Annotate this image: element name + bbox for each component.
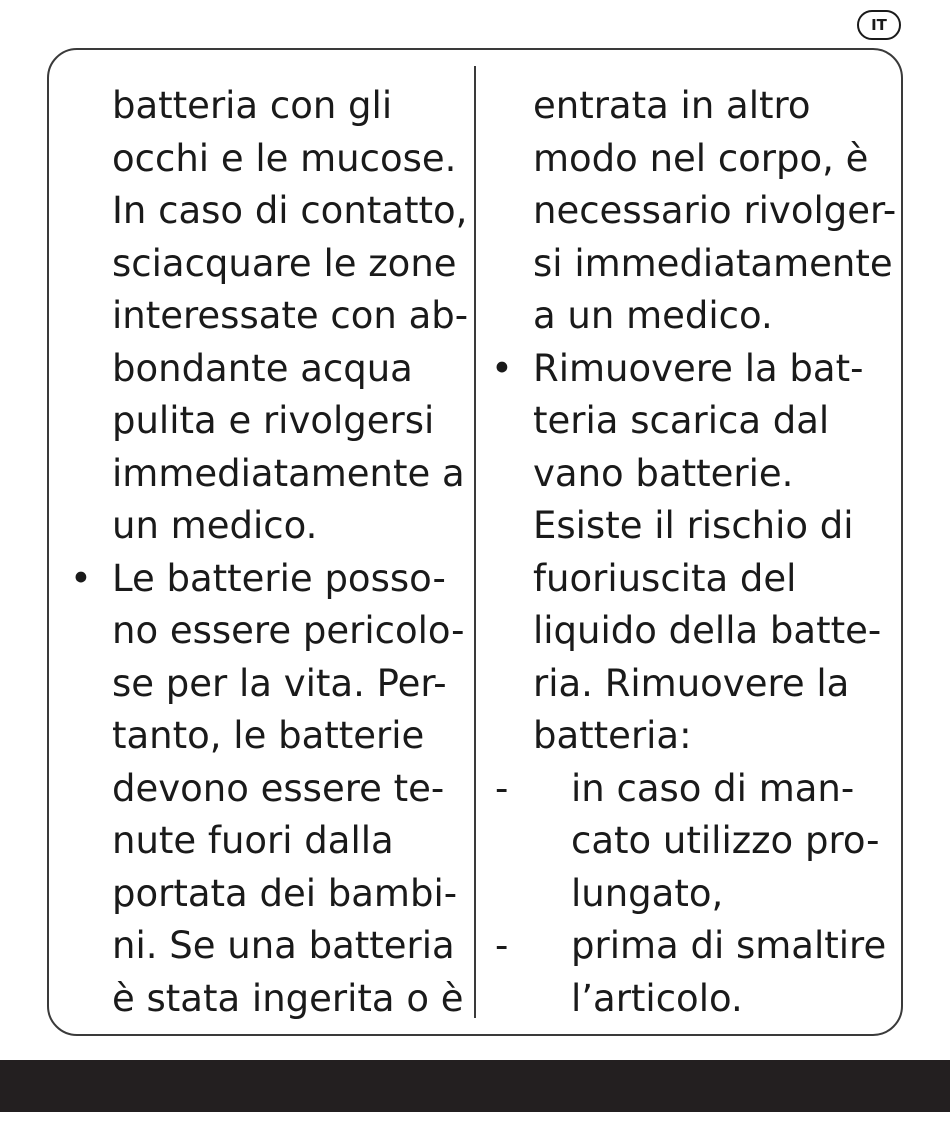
bullet-icon: • <box>70 556 92 600</box>
text-line: un medico. <box>112 504 318 547</box>
text-line: cato utilizzo pro- <box>571 819 880 862</box>
text-line: batteria con gli <box>112 84 393 127</box>
text-line: prima di smaltire <box>571 924 887 967</box>
text-line: bondante acqua <box>112 346 413 390</box>
text-line: In caso di contatto, <box>112 189 468 232</box>
text-line: Rimuovere la bat- <box>533 346 864 390</box>
language-badge: IT <box>857 10 901 40</box>
text-line: vano batterie. <box>533 451 794 495</box>
bullet-item-batteries-dangerous <box>70 553 468 606</box>
dash-icon: - <box>495 924 509 967</box>
text-line: a un medico. <box>533 294 773 337</box>
dash-icon: - <box>495 766 509 810</box>
text-line: necessario rivolger- <box>533 189 897 232</box>
dash-item-prolonged-non-use <box>495 763 896 816</box>
text-line: devono essere te- <box>112 766 445 810</box>
text-line: si immediatamente <box>533 241 893 285</box>
text-line: no essere pericolo- <box>112 609 465 652</box>
text-line: l’articolo. <box>571 976 743 1020</box>
text-line: sciacquare le zone <box>112 241 457 285</box>
right-text-column <box>491 80 897 1025</box>
text-line: immediatamente a <box>112 451 465 495</box>
text-line: occhi e le mucose. <box>112 136 457 180</box>
bullet-item-remove-battery <box>491 343 896 396</box>
text-line: ni. Se una batteria <box>112 924 455 967</box>
text-line: in caso di man- <box>571 766 855 810</box>
dash-item-before-disposal <box>495 920 896 973</box>
text-line: teria scarica dal <box>533 399 830 442</box>
text-line: liquido della batte- <box>533 609 882 652</box>
footer-bar <box>0 1060 950 1112</box>
text-line: nute fuori dalla <box>112 819 394 862</box>
text-line: fuoriuscita del <box>533 556 797 600</box>
text-line: lungato, <box>571 871 724 915</box>
text-line: tanto, le batterie <box>112 714 425 757</box>
text-line: interessate con ab- <box>112 294 469 337</box>
text-line: se per la vita. Per- <box>112 661 447 705</box>
left-text-column <box>70 80 469 1025</box>
text-line: modo nel corpo, è <box>533 136 869 180</box>
text-line: batteria: <box>533 714 692 757</box>
text-line: ria. Rimuovere la <box>533 661 850 705</box>
text-line: pulita e rivolgersi <box>112 399 435 442</box>
bullet-icon: • <box>491 346 513 390</box>
column-divider <box>474 66 476 1018</box>
text-line: Le batterie posso- <box>112 556 446 600</box>
text-line: entrata in altro <box>533 84 811 127</box>
text-line: è stata ingerita o è <box>112 976 464 1020</box>
text-line: portata dei bambi- <box>112 871 458 915</box>
text-line: Esiste il rischio di <box>533 504 854 547</box>
